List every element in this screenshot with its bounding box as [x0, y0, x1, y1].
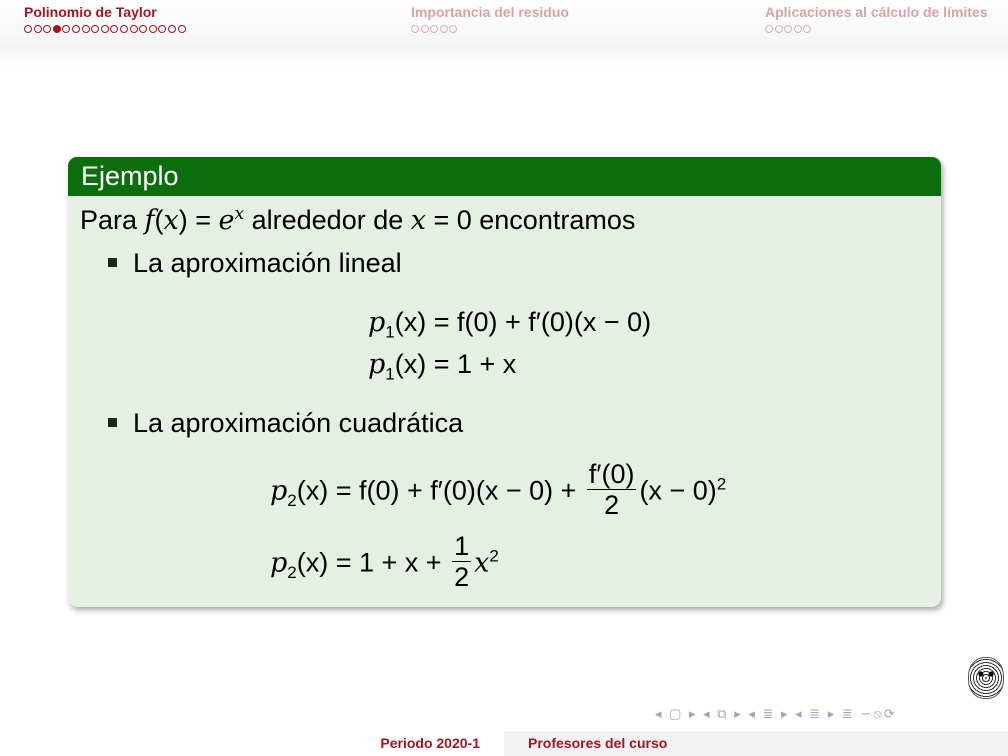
slide-dot[interactable] [139, 25, 147, 33]
nav-section-limites[interactable] [765, 4, 988, 33]
equation-linear-2: $p_1(x) = 1 + x$ [368, 349, 517, 384]
slide-dots[interactable] [765, 25, 988, 33]
section-navigation-bar [0, 0, 1008, 44]
beamer-navigation-icons[interactable]: ◂ ▢ ▸ ◂ ⧉ ▸ ◂ ≣ ▸ ◂ ≣ ▸ ≣ ∽⦸⟳ [655, 706, 897, 721]
fraction: $\frac{1}{2}$ [454, 531, 470, 592]
equation-quadratic-2: $p_2(x) = 1 + x$ + $\frac{1}{2}$ $x^2$ [270, 531, 499, 592]
slide-dot[interactable] [440, 25, 448, 33]
slide-dot[interactable] [34, 25, 42, 33]
slide-dot[interactable] [130, 25, 138, 33]
footer-period: Periodo 2020-1 [0, 731, 504, 756]
slide-dot[interactable] [62, 25, 70, 33]
footer [0, 731, 1008, 756]
slide-dot[interactable] [784, 25, 792, 33]
nav-section-title[interactable]: Importancia del residuo [411, 4, 569, 20]
slide-dot[interactable] [43, 25, 51, 33]
nav-section-taylor[interactable] [24, 4, 187, 33]
slide-dot[interactable] [794, 25, 802, 33]
slide-dot[interactable] [53, 25, 61, 33]
slide-dot[interactable] [101, 25, 109, 33]
slide-dot[interactable] [82, 25, 90, 33]
bullet-square-icon [108, 418, 117, 427]
slide-dot[interactable] [168, 25, 176, 33]
slide-dots[interactable] [24, 25, 187, 33]
slide-dot[interactable] [72, 25, 80, 33]
university-logo-icon [968, 657, 1004, 699]
slide-dot[interactable] [149, 25, 157, 33]
footer-authors: Profesores del curso [504, 731, 1008, 756]
example-block [68, 157, 941, 607]
slide-dot[interactable] [775, 25, 783, 33]
slide-dot[interactable] [120, 25, 128, 33]
slide-dot[interactable] [449, 25, 457, 33]
bullet-linear: La aproximación lineal [108, 248, 402, 279]
bullet-square-icon [108, 258, 117, 267]
slide-dot[interactable] [178, 25, 186, 33]
nav-section-title[interactable]: Polinomio de Taylor [24, 4, 157, 20]
intro-line: Para $f(x) = e^x$ alrededor de x = 0 encontramos [80, 204, 636, 236]
nav-section-residuo[interactable] [411, 4, 569, 33]
equation-quadratic-1: $p_2(x) = f(0) + f'(0)(x - 0)$ + $\frac{f'(0)}{2}$ $(x - 0)^2$ [270, 459, 727, 520]
slide-dot[interactable] [765, 25, 773, 33]
slide-dot[interactable] [803, 25, 811, 33]
nav-section-title[interactable]: Aplicaciones al cálculo de límites [765, 4, 988, 20]
header-shadow [0, 44, 1008, 68]
bullet-quadratic: La aproximación cuadrática [108, 408, 463, 439]
slide-dot[interactable] [158, 25, 166, 33]
slide-dots[interactable] [411, 25, 569, 33]
block-title: Ejemplo [68, 157, 941, 196]
fraction: $\frac{f'(0)}{2}$ [588, 459, 635, 520]
slide-dot[interactable] [421, 25, 429, 33]
slide-dot[interactable] [91, 25, 99, 33]
equation-linear-1: $p_1(x) = f(0) + f'(0)(x - 0)$ [368, 307, 652, 342]
slide-dot[interactable] [24, 25, 32, 33]
slide-dot[interactable] [430, 25, 438, 33]
slide-dot[interactable] [411, 25, 419, 33]
slide-dot[interactable] [110, 25, 118, 33]
